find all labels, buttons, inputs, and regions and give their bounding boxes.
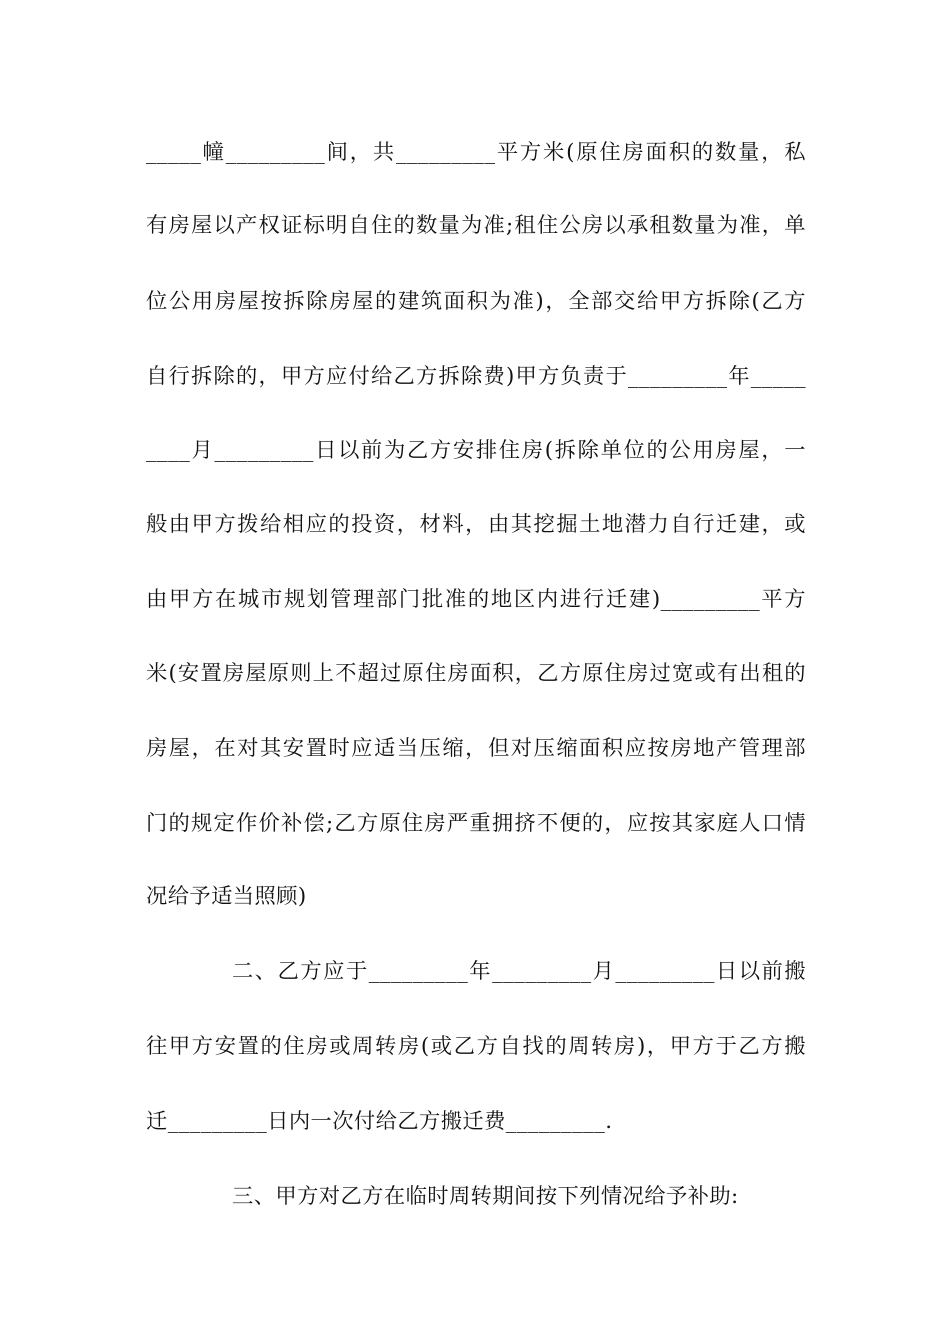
paragraph-1-line-3: 位公用房屋按拆除房屋的建筑面积为准)，全部交给甲方拆除(乙方 [146, 289, 806, 314]
paragraph-1-line-5: ____月_________日以前为乙方安排住房(拆除单位的公用房屋，一 [146, 438, 806, 463]
paragraph-2-line-3: 迁_________日内一次付给乙方搬迁费_________. [146, 1109, 613, 1134]
paragraph-2-line-2: 往甲方安置的住房或周转房(或乙方自找的周转房)，甲方于乙方搬 [146, 1034, 806, 1059]
paragraph-1-line-1: _____幢_________间，共_________平方米(原住房面积的数量，私 [146, 140, 806, 165]
paragraph-2-line-1: 二、乙方应于_________年_________月_________日以前搬 [232, 959, 806, 984]
paragraph-1-line-8: 米(安置房屋原则上不超过原住房面积，乙方原住房过宽或有出租的 [146, 661, 806, 686]
paragraph-3-line-1: 三、甲方对乙方在临时周转期间按下列情况给予补助: [232, 1184, 739, 1209]
paragraph-1-line-11: 况给予适当照顾) [146, 884, 307, 909]
paragraph-1-line-7: 由甲方在城市规划管理部门批准的地区内进行迁建)_________平方 [146, 587, 806, 612]
paragraph-1-line-6: 般由甲方拨给相应的投资，材料，由其挖掘土地潜力自行迁建，或 [146, 512, 806, 537]
paragraph-1-line-9: 房屋，在对其安置时应适当压缩，但对压缩面积应按房地产管理部 [146, 736, 806, 761]
paragraph-1-line-2: 有房屋以产权证标明自住的数量为准;租住公房以承租数量为准，单 [146, 213, 806, 238]
paragraph-1-line-10: 门的规定作价补偿;乙方原住房严重拥挤不便的，应按其家庭人口情 [146, 811, 806, 836]
paragraph-1-line-4: 自行拆除的，甲方应付给乙方拆除费)甲方负责于_________年_____ [146, 364, 806, 389]
